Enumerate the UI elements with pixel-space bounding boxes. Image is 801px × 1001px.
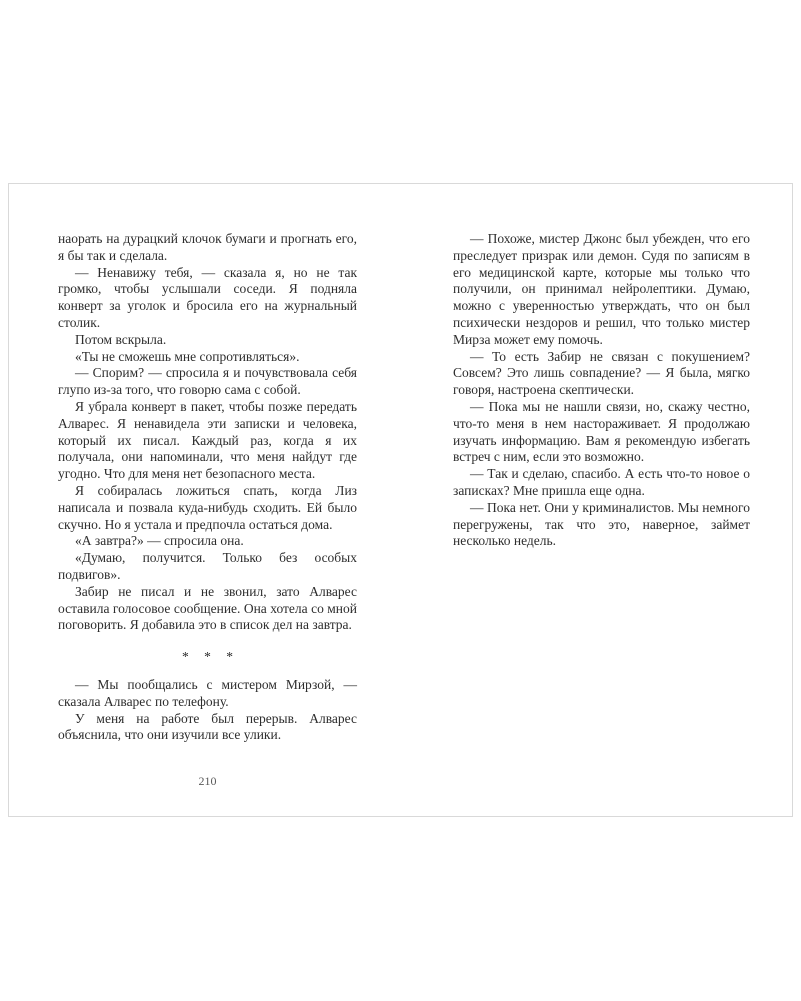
right-page-text [453,231,750,550]
paragraph: «Ты не сможешь мне сопротивляться». [75,348,300,364]
left-page-text-after-separator [58,677,357,744]
paragraph: — То есть Забир не связан с покушением? Совсем? Это лишь совпадение? — Я была, мягко говоря, настроена скептически. [453,348,750,398]
scene-separator: * * * [182,649,239,665]
book-spread-frame [8,183,793,817]
page-number: 210 [198,774,217,788]
paragraph: — Мы пообщались с мистером Мирзой, — сказала Алварес по телефону. [58,676,357,709]
paragraph: — Пока мы не нашли связи, но, скажу честно, что-то меня в нем настораживает. Я продолжаю изучать информацию. Вам я рекомендую избегать встреч с ним, если это возможно. [453,398,750,465]
paragraph: — Похоже, мистер Джонс был убежден, что его преследует призрак или демон. Судя по записям в его медицинской карте, которые мы только что получили, он принимал нейролептики. Думаю, можно с уверенностью утверждать, что он был психически нездоров и решил, что только мистер Мирза может ему помочь. [453,231,750,347]
left-page-column [58,231,357,744]
paragraph: Я собиралась ложиться спать, когда Лиз написала и позвала куда-нибудь сходить. Ей было скучно. Но я устала и предпочла остаться дома. [58,482,357,532]
paragraph: — Ненавижу тебя, — сказала я, но не так громко, чтобы услышали соседи. Я подняла конверт за уголок и бросила его на журнальный столик. [58,264,357,330]
paragraph: Потом вскрыла. [75,331,167,347]
paragraph: «Думаю, получится. Только без особых подвигов». [58,550,357,582]
paragraph: наорать на дурацкий клочок бумаги и прогнать его, я бы так и сделала. [58,231,357,263]
paragraph: Забир не писал и не звонил, зато Алварес оставила голосовое сообщение. Она хотела со мной поговорить. Я добавила это в список дел на завтра. [58,583,357,633]
paragraph: Я убрала конверт в пакет, чтобы позже передать Алварес. Я ненавидела эти записки и человека, который их писал. Каждый раз, когда я их получала, они напоминали, что меня найдут где угодно. Что для меня нет безопасного места. [58,398,357,482]
paragraph: «А завтра?» — спросила она. [75,533,244,549]
paragraph: — Спорим? — спросила я и почувствовала себя глупо из-за того, что говорю сама с собой. [58,365,357,398]
paragraph: — Так и сделаю, спасибо. А есть что-то новое о записках? Мне пришла еще одна. [453,466,750,498]
paragraph: У меня на работе был перерыв. Алварес объяснила, что они изучили все улики. [58,710,357,743]
paragraph: — Пока нет. Они у криминалистов. Мы немного перегружены, так что это, наверное, займет несколько недель. [453,499,750,549]
right-page-column [453,231,750,550]
left-page-text [58,231,357,634]
